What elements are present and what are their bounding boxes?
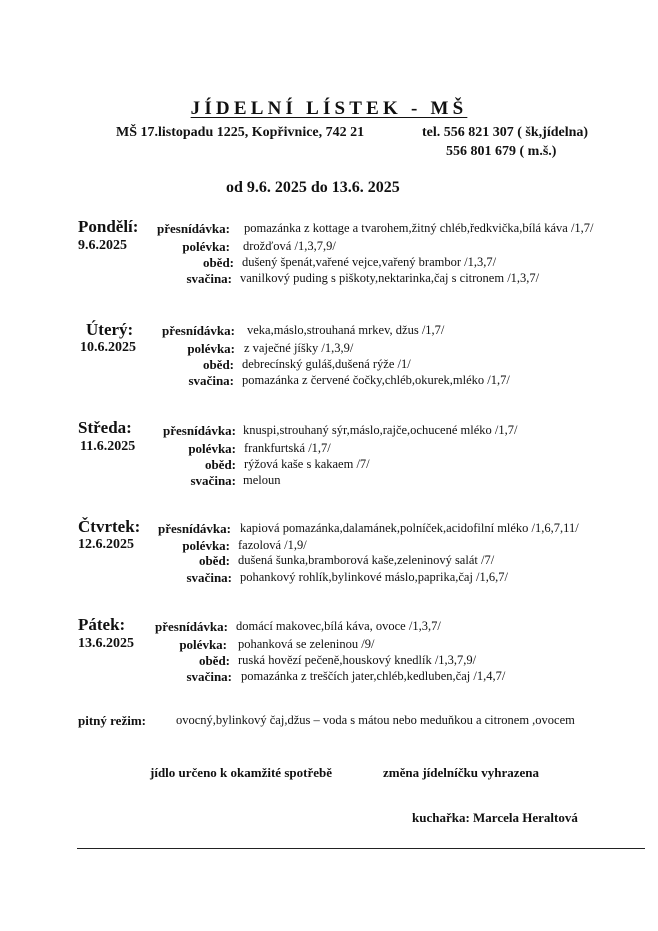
consume-note: jídlo určeno k okamžité spotřebě [150,765,332,780]
meal-value: meloun [243,473,281,487]
meal-label: oběd: [198,553,230,568]
meal-value: rýžová kaše s kakaem /7/ [244,457,370,471]
bottom-divider [77,848,645,849]
meal-value: fazolová /1,9/ [238,538,307,552]
meal-label: přesnídávka: [163,423,236,438]
meal-label: oběd: [202,255,234,270]
day-name-friday: Pátek: [78,615,126,634]
meal-value: kapiová pomazánka,dalamánek,polníček,acidofilní mléko /1,6,7,11/ [240,521,579,535]
meal-label: svačina: [190,473,236,488]
meal-label: přesnídávka: [157,221,230,236]
meal-value: pohanková se zeleninou /9/ [238,637,375,651]
day-date-tuesday: 10.6.2025 [80,340,136,355]
meal-label: přesnídávka: [155,619,228,634]
meal-label: svačina: [186,669,232,684]
meal-value: pomazánka z červené čočky,chléb,okurek,mléko /1,7/ [242,373,510,387]
meal-value: dušená šunka,bramborová kaše,zeleninový salát /7/ [238,553,495,567]
meal-value: frankfurtská /1,7/ [244,441,331,455]
meal-label: polévka: [179,637,227,652]
meal-label: svačina: [188,373,234,388]
meal-value: ruská hovězí pečeně,houskový knedlík /1,3,7,9/ [238,653,477,667]
day-name-monday: Pondělí: [78,217,139,236]
meal-value: drožďová /1,3,7,9/ [243,239,336,253]
phone-kindergarten: 556 801 679 ( m.š.) [446,144,557,159]
drinks-value: ovocný,bylinkový čaj,džus – voda s mátou nebo meduňkou a citronem ,ovocem [176,713,575,727]
meal-label: oběd: [202,357,234,372]
meal-value: knuspi,strouhaný sýr,máslo,rajče,ochucené mléko /1,7/ [243,423,518,437]
meal-label: polévka: [188,441,236,456]
day-date-wednesday: 11.6.2025 [80,439,136,454]
change-note: změna jídelníčku vyhrazena [383,765,539,780]
day-date-friday: 13.6.2025 [78,636,134,651]
school-address: MŠ 17.listopadu 1225, Kopřivnice, 742 21 [116,125,365,140]
day-date-monday: 9.6.2025 [78,238,127,253]
day-name-thursday: Čtvrtek: [78,517,141,536]
meal-label: oběd: [204,457,236,472]
meal-value: domácí makovec,bílá káva, ovoce /1,3,7/ [236,619,441,633]
meal-label: polévka: [187,341,235,356]
meal-value: pohankový rohlík,bylinkové máslo,paprika,čaj /1,6,7/ [240,570,509,584]
meal-label: svačina: [186,570,232,585]
drinks-label: pitný režim: [78,713,146,728]
day-name-tuesday: Úterý: [86,320,134,339]
meal-label: polévka: [182,538,230,553]
meal-label: svačina: [186,271,232,286]
meal-label: přesnídávka: [162,323,235,338]
meal-label: polévka: [182,239,230,254]
meal-value: debrecínský guláš,dušená rýže /1/ [242,357,411,371]
meal-value: z vaječné jíšky /1,3,9/ [244,341,354,355]
meal-label: přesnídávka: [158,521,231,536]
meal-value: vanilkový puding s piškoty,nektarinka,čaj s citronem /1,3,7/ [240,271,540,285]
day-date-thursday: 12.6.2025 [78,537,134,552]
page-title: JÍDELNÍ LÍSTEK - MŠ [190,98,468,119]
cook-signature: kuchařka: Marcela Heraltová [412,810,578,825]
meal-value: dušený špenát,vařené vejce,vařený brambor /1,3,7/ [242,255,497,269]
date-range: od 9.6. 2025 do 13.6. 2025 [226,179,400,196]
meal-value: veka,máslo,strouhaná mrkev, džus /1,7/ [247,323,445,337]
phone-kitchen: tel. 556 821 307 ( šk,jídelna) [422,125,589,140]
day-name-wednesday: Středa: [78,418,132,437]
meal-label: oběd: [198,653,230,668]
meal-value: pomazánka z treščích jater,chléb,kedluben,čaj /1,4,7/ [241,669,506,683]
meal-value: pomazánka z kottage a tvarohem,žitný chléb,ředkvička,bílá káva /1,7/ [244,221,594,235]
